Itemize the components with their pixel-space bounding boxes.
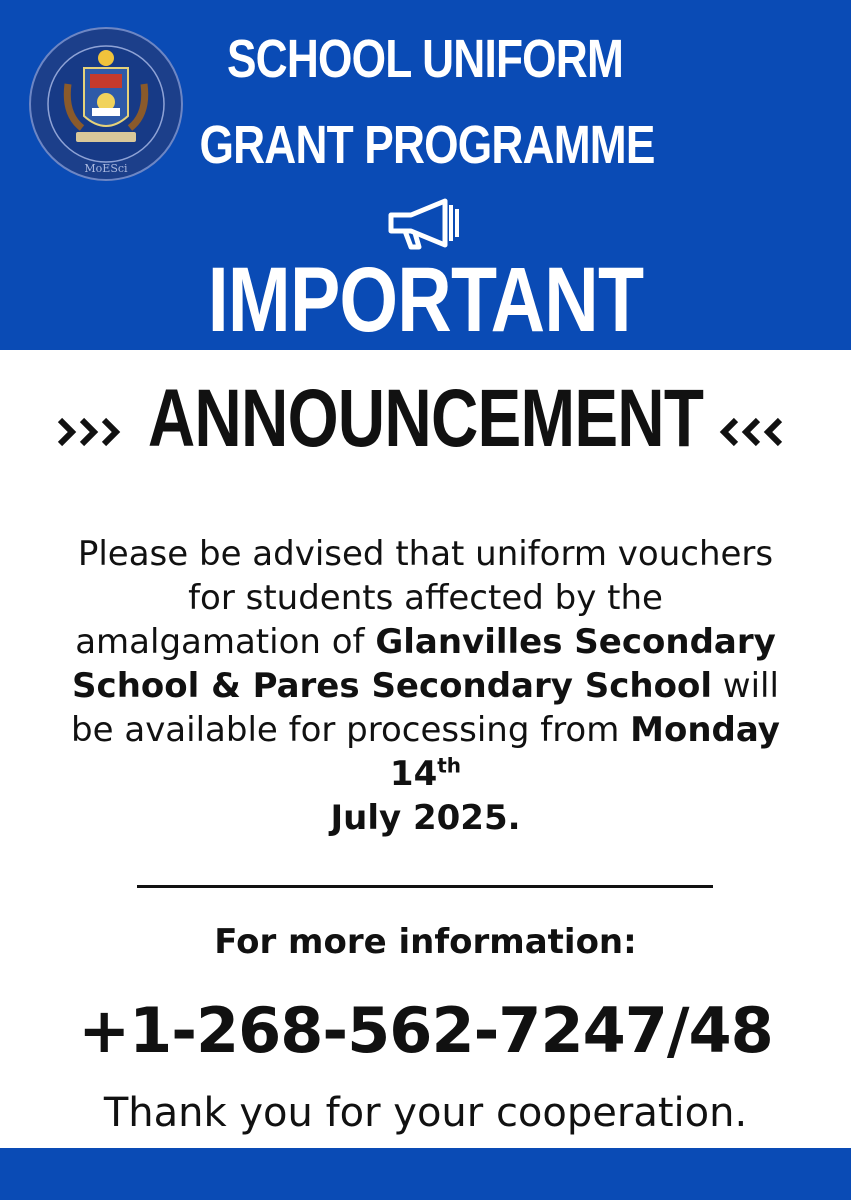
phone-number: +1-268-562-7247/48 xyxy=(78,994,773,1067)
date-ordinal-suffix: th xyxy=(437,753,462,778)
school-names: Glanvilles Secondary School & Pares Secondary School xyxy=(72,622,776,706)
government-seal-logo xyxy=(26,24,186,184)
start-date-month-year: July 2025. xyxy=(330,798,521,838)
title-line-1: SCHOOL UNIFORM xyxy=(226,29,624,89)
title-line-2: GRANT PROGRAMME xyxy=(199,115,655,175)
body-text-part-2: will be available for processing from xyxy=(71,666,779,750)
chevrons-left-icon xyxy=(718,412,798,452)
body-text-part-1: Please be advised that uniform vouchers for students affected by the amalgamation of xyxy=(75,534,774,662)
closing-message: Thank you for your cooperation. xyxy=(103,1090,748,1136)
more-info-label: For more information: xyxy=(214,922,637,962)
announcement-row xyxy=(0,372,851,472)
important-heading: IMPORTANT xyxy=(207,249,644,351)
footer-bar xyxy=(0,1148,851,1200)
start-date-day: Monday 14 xyxy=(389,710,780,794)
divider-line xyxy=(137,885,713,888)
announcement-heading: ANNOUNCEMENT xyxy=(147,373,704,464)
seal-bottom-text: MoESci xyxy=(84,162,128,175)
announcement-body xyxy=(60,532,791,840)
megaphone-icon xyxy=(385,195,463,251)
header-banner xyxy=(0,0,851,350)
